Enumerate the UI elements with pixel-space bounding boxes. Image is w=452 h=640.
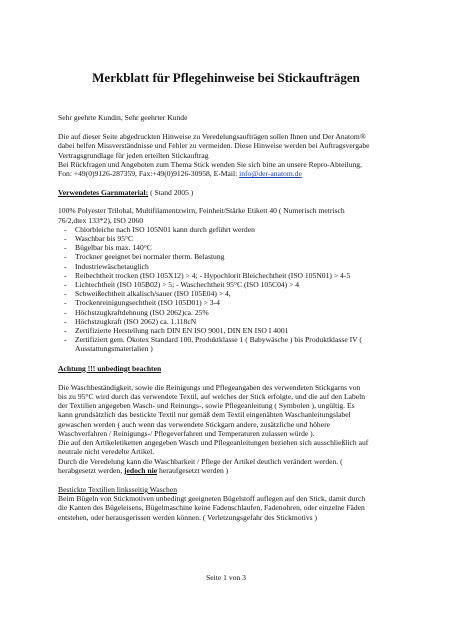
- list-item: - Trockenreinigungsechtheit (ISO 105D01) > 3-4: [58, 298, 403, 307]
- bestickte-line: Beim Bügeln von Stickmotiven unbedingt geeigneten Bügelstoff auflegen auf den Stick, damit durch: [58, 494, 366, 504]
- contact-text: Fon: +49(0)9126-287359, Fax:+49(0)9126-30958, E-Mail:: [58, 169, 240, 179]
- intro-line: dabei helfen Missverständnisse und Fehler zu vermeiden. Diese Hinweise werden bei Auftragsvergabe: [58, 141, 370, 151]
- bestickte-section: [58, 485, 403, 522]
- list-item: - Bügelbar bis max. 140°C: [58, 243, 403, 252]
- warning-heading: Achtung !!! unbedingt beachten: [58, 363, 162, 373]
- warning-line: bis zu 95°C wird durch das verwendete Textil, auf welches der Stick erfolgte, und die auf den Labeln: [58, 392, 366, 402]
- warning-line: kann grundsätzlich das bestickte Textil nur gemäß dem Textil eingenähten Waschanleitungslabel: [58, 410, 351, 420]
- bestickte-line: entstehen, oder herausgerissen werden können. ( Verletzungsgefahr des Stickmotivs ): [58, 512, 318, 522]
- intro-paragraph: [58, 132, 403, 178]
- garn-stand: ( Stand 2005 ): [148, 188, 194, 198]
- warning-line: Waschverfahren / Reinigungs-/ Pflegeverfahren und Temperaturen zulassen würde ).: [58, 428, 315, 438]
- list-item: - Reibechtheit trocken (ISO 105X12) > 4; - Hypochlorit Bleichechtheit (ISO 105N01) > 4-5: [58, 271, 403, 280]
- warning-paragraph: [58, 383, 403, 475]
- list-item: - Lichtechtheit (ISO 105B02) > 5; - Waschechtheit 95°C (ISO 105C04) > 4: [58, 280, 403, 289]
- contact-line: [58, 169, 403, 178]
- list-item: - Waschbar bis 95°C: [58, 234, 403, 243]
- warning-line: gewaschen werden ( auch wenn das verwendete Stickgarn andere, zusätzliche und höhere: [58, 419, 330, 429]
- list-item: - Industriewäschetauglich: [58, 262, 403, 271]
- greeting: Sehr geehrte Kundin, Sehr geehrter Kunde: [58, 113, 188, 122]
- warning-line: Durch die Veredelung kann die Waschbarkeit / Pflege der Artikel deutlich verändert werden. (: [58, 456, 343, 466]
- garn-spec-line: 76/2,dtex 133*2), ISO 2060: [58, 215, 144, 225]
- intro-line: Bei Rückfragen und Angeboten zum Thema Stick wenden Sie sich bitte an unsere Repro-Abteilung,: [58, 159, 362, 169]
- list-item: - Zertifizierte Herstellung nach DIN EN ISO 9001, DIN EN ISO I 4001: [58, 326, 403, 335]
- document-body: [58, 113, 403, 522]
- warning-line: der Textilien angegeben Wasch- und Reinungs-, sowie Pflegeanleitung ( Symbolen ), ungültig. Es: [58, 401, 355, 411]
- warning-text: heraufgesetzt werden ): [157, 465, 229, 475]
- bestickte-line: die Kanten des Bügeleisens, Bügelmaschine keine Fadenschlaufen, Fadenohren, oder einzelne Fäden: [58, 503, 365, 513]
- bestickte-heading: Bestickte Textilien linksseitig Waschen: [58, 484, 177, 494]
- list-item: - Chlorbleiche nach ISO 105N01 kann durch geführt werden: [58, 225, 403, 234]
- list-item-text: Ausstattungsmaterialien ): [75, 344, 153, 354]
- intro-line: Die auf dieser Seite abgedruckten Hinweise zu Veredelungsaufträgen sollen Ihnen und Der Anatom®: [58, 132, 366, 142]
- list-item-text: Zertifiziert gem. Ökotex Standard 100, Produktklasse 1 ( Babywäsche ) bis Produktklasse IV (: [75, 335, 362, 345]
- list-item: - Schweißechtheit alkalisch/sauer (ISO 105E04) > 4,: [58, 289, 403, 298]
- warning-line: Die Waschbeständigkeit, sowie die Reinigungs und Pflegeangaben des verwendeten Stickgarns von: [58, 382, 361, 392]
- intro-line: Vertragsgrundlage für jeden erteilten Stickauftrag: [58, 150, 209, 160]
- warning-line: [58, 466, 403, 475]
- list-item: - Höchstzugkraftdehnung (ISO 2062)ca. 25%: [58, 308, 403, 317]
- emphasis-text: jedoch nie: [124, 465, 158, 475]
- garn-spec-line: 100% Polyester Trilobal, Multifilamentzwirn, Feinheit/Stärke Etikett 40 ( Numerisch metrisch: [58, 206, 345, 216]
- list-item: [58, 335, 403, 353]
- garn-heading: [58, 188, 403, 197]
- warning-line: neutrale nicht veredelte Artikel.: [58, 447, 155, 457]
- email-link[interactable]: info@der-anatom.de: [239, 169, 302, 179]
- page-title: Merkblatt für Pflegehinweise bei Stickaufträgen: [92, 70, 360, 85]
- list-item: - Höchstzugkraft (ISO 2062) ca. 1.118cN: [58, 317, 403, 326]
- warning-text: herabgesetzt werden,: [58, 465, 124, 475]
- warning-line: Die auf den Artikeletiketten angegeben Wasch und Pflegeanleitungen beziehen sich ausschließlich auf: [58, 438, 369, 448]
- page-number: Seite 1 von 3: [206, 573, 246, 582]
- garn-properties-list: [58, 225, 403, 354]
- garn-label: Verwendetes Garnmaterial:: [58, 188, 149, 198]
- list-item: - Trockner geeignet bei normaler therm. Belastung: [58, 252, 403, 261]
